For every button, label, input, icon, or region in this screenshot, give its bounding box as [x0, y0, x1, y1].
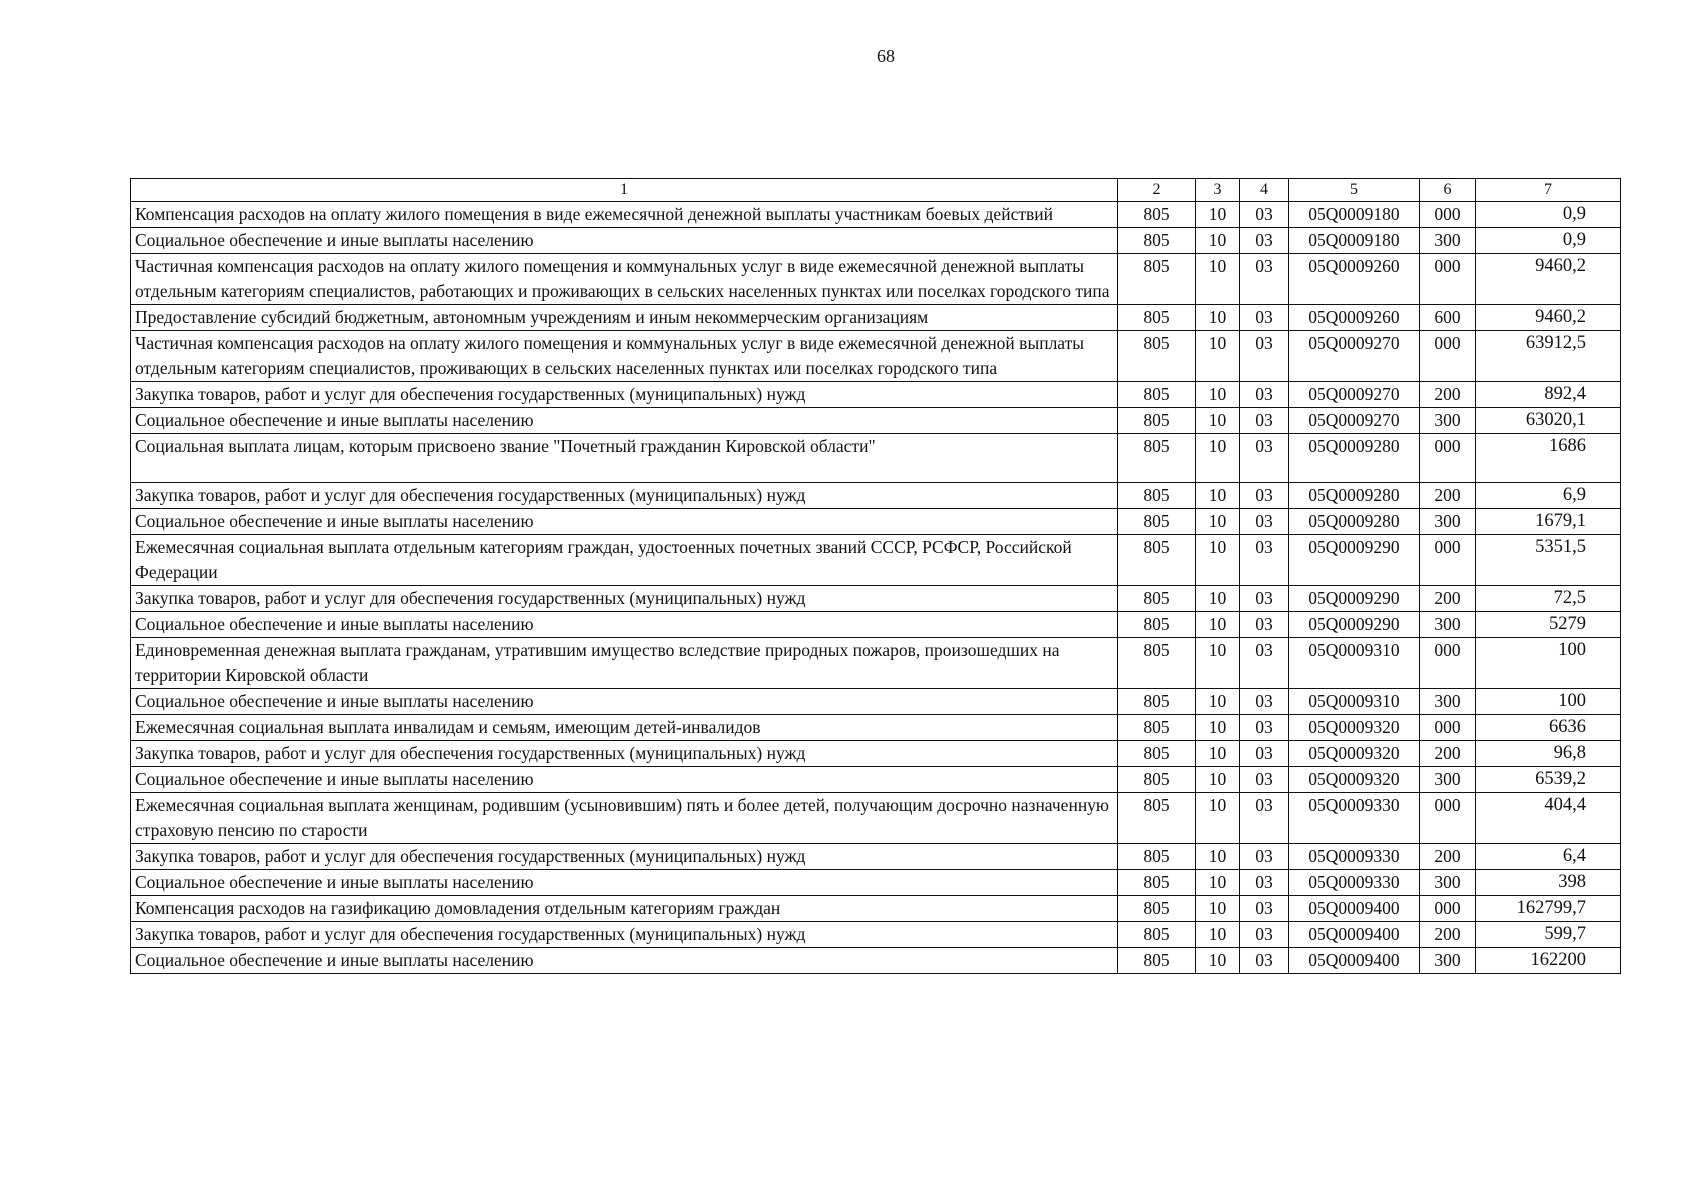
row-code-cell: 805: [1118, 870, 1196, 896]
row-name-cell: Закупка товаров, работ и услуг для обеспечения государственных (муниципальных) нужд: [131, 586, 1118, 612]
row-code-cell: 805: [1118, 767, 1196, 793]
row-name-cell: Компенсация расходов на оплату жилого помещения в виде ежемесячной денежной выплаты участникам боевых действий: [131, 202, 1118, 228]
row-target-article-cell: 05Q0009320: [1289, 715, 1420, 741]
row-code-cell: 805: [1118, 382, 1196, 408]
row-name-cell: Социальное обеспечение и иные выплаты населению: [131, 870, 1118, 896]
row-expense-type-cell: 000: [1420, 638, 1476, 689]
row-section-cell: 10: [1196, 202, 1240, 228]
row-name-cell: Закупка товаров, работ и услуг для обеспечения государственных (муниципальных) нужд: [131, 922, 1118, 948]
row-amount-cell: 6539,2: [1476, 767, 1621, 793]
row-name-cell: Социальное обеспечение и иные выплаты населению: [131, 509, 1118, 535]
row-name-cell: Социальное обеспечение и иные выплаты населению: [131, 228, 1118, 254]
row-section-cell: 10: [1196, 408, 1240, 434]
row-code-cell: 805: [1118, 638, 1196, 689]
row-section-cell: 10: [1196, 948, 1240, 974]
column-header-7: 7: [1476, 179, 1621, 202]
table-body: [131, 202, 1621, 974]
column-header-5: 5: [1289, 179, 1420, 202]
row-expense-type-cell: 000: [1420, 331, 1476, 382]
table-row: [131, 509, 1621, 535]
row-expense-type-cell: 300: [1420, 228, 1476, 254]
row-subsection-cell: 03: [1240, 793, 1289, 844]
row-code-cell: 805: [1118, 305, 1196, 331]
table-row: [131, 741, 1621, 767]
row-section-cell: 10: [1196, 305, 1240, 331]
row-section-cell: 10: [1196, 844, 1240, 870]
table-row: [131, 870, 1621, 896]
table-row: [131, 896, 1621, 922]
row-expense-type-cell: 000: [1420, 535, 1476, 586]
row-subsection-cell: 03: [1240, 331, 1289, 382]
row-expense-type-cell: 300: [1420, 948, 1476, 974]
row-target-article-cell: 05Q0009290: [1289, 586, 1420, 612]
table-row: [131, 715, 1621, 741]
row-target-article-cell: 05Q0009400: [1289, 896, 1420, 922]
row-code-cell: 805: [1118, 896, 1196, 922]
row-subsection-cell: 03: [1240, 638, 1289, 689]
row-subsection-cell: 03: [1240, 434, 1289, 483]
row-name-cell: Социальное обеспечение и иные выплаты населению: [131, 689, 1118, 715]
row-subsection-cell: 03: [1240, 535, 1289, 586]
table-row: [131, 793, 1621, 844]
row-target-article-cell: 05Q0009280: [1289, 483, 1420, 509]
row-amount-cell: 63912,5: [1476, 331, 1621, 382]
row-subsection-cell: 03: [1240, 228, 1289, 254]
row-code-cell: 805: [1118, 202, 1196, 228]
row-section-cell: 10: [1196, 793, 1240, 844]
row-amount-cell: 0,9: [1476, 228, 1621, 254]
row-amount-cell: 100: [1476, 638, 1621, 689]
table-row: [131, 612, 1621, 638]
row-name-cell: Единовременная денежная выплата гражданам, утратившим имущество вследствие природных пожаров, произошедших на территории Кировской области: [131, 638, 1118, 689]
row-code-cell: 805: [1118, 741, 1196, 767]
row-name-cell: Частичная компенсация расходов на оплату жилого помещения и коммунальных услуг в виде ежемесячной денежной выплаты отдельным категориям специалистов, работающих и проживающих в сельских населенных пунктах или поселках городского типа: [131, 254, 1118, 305]
row-section-cell: 10: [1196, 586, 1240, 612]
row-section-cell: 10: [1196, 689, 1240, 715]
column-header-6: 6: [1420, 179, 1476, 202]
row-code-cell: 805: [1118, 254, 1196, 305]
table-row: [131, 254, 1621, 305]
row-amount-cell: 100: [1476, 689, 1621, 715]
row-target-article-cell: 05Q0009280: [1289, 434, 1420, 483]
row-expense-type-cell: 000: [1420, 434, 1476, 483]
row-amount-cell: 599,7: [1476, 922, 1621, 948]
row-name-cell: Закупка товаров, работ и услуг для обеспечения государственных (муниципальных) нужд: [131, 844, 1118, 870]
row-code-cell: 805: [1118, 483, 1196, 509]
row-section-cell: 10: [1196, 767, 1240, 793]
row-code-cell: 805: [1118, 948, 1196, 974]
row-expense-type-cell: 300: [1420, 408, 1476, 434]
row-amount-cell: 404,4: [1476, 793, 1621, 844]
row-section-cell: 10: [1196, 870, 1240, 896]
row-code-cell: 805: [1118, 228, 1196, 254]
row-code-cell: 805: [1118, 509, 1196, 535]
row-amount-cell: 9460,2: [1476, 254, 1621, 305]
row-name-cell: Предоставление субсидий бюджетным, автономным учреждениям и иным некоммерческим организациям: [131, 305, 1118, 331]
row-code-cell: 805: [1118, 922, 1196, 948]
row-target-article-cell: 05Q0009310: [1289, 689, 1420, 715]
row-expense-type-cell: 000: [1420, 715, 1476, 741]
row-target-article-cell: 05Q0009270: [1289, 408, 1420, 434]
budget-table: [130, 178, 1621, 974]
row-section-cell: 10: [1196, 896, 1240, 922]
row-name-cell: Социальное обеспечение и иные выплаты населению: [131, 948, 1118, 974]
row-target-article-cell: 05Q0009260: [1289, 254, 1420, 305]
row-target-article-cell: 05Q0009330: [1289, 844, 1420, 870]
row-name-cell: Социальное обеспечение и иные выплаты населению: [131, 767, 1118, 793]
row-amount-cell: 96,8: [1476, 741, 1621, 767]
row-section-cell: 10: [1196, 483, 1240, 509]
row-amount-cell: 63020,1: [1476, 408, 1621, 434]
row-expense-type-cell: 200: [1420, 382, 1476, 408]
table-row: [131, 767, 1621, 793]
row-target-article-cell: 05Q0009270: [1289, 382, 1420, 408]
table-row: [131, 202, 1621, 228]
row-code-cell: 805: [1118, 535, 1196, 586]
row-section-cell: 10: [1196, 254, 1240, 305]
row-target-article-cell: 05Q0009260: [1289, 305, 1420, 331]
row-section-cell: 10: [1196, 715, 1240, 741]
row-code-cell: 805: [1118, 586, 1196, 612]
row-amount-cell: 72,5: [1476, 586, 1621, 612]
row-subsection-cell: 03: [1240, 870, 1289, 896]
table-row: [131, 434, 1621, 483]
row-subsection-cell: 03: [1240, 715, 1289, 741]
row-amount-cell: 398: [1476, 870, 1621, 896]
row-amount-cell: 162200: [1476, 948, 1621, 974]
row-code-cell: 805: [1118, 434, 1196, 483]
row-name-cell: Социальная выплата лицам, которым присвоено звание "Почетный гражданин Кировской области": [131, 434, 1118, 483]
row-expense-type-cell: 200: [1420, 922, 1476, 948]
row-expense-type-cell: 000: [1420, 793, 1476, 844]
row-expense-type-cell: 200: [1420, 586, 1476, 612]
table-row: [131, 408, 1621, 434]
row-subsection-cell: 03: [1240, 254, 1289, 305]
row-subsection-cell: 03: [1240, 741, 1289, 767]
row-subsection-cell: 03: [1240, 844, 1289, 870]
row-subsection-cell: 03: [1240, 382, 1289, 408]
table-row: [131, 586, 1621, 612]
row-name-cell: Закупка товаров, работ и услуг для обеспечения государственных (муниципальных) нужд: [131, 483, 1118, 509]
row-expense-type-cell: 200: [1420, 741, 1476, 767]
row-amount-cell: 1686: [1476, 434, 1621, 483]
row-subsection-cell: 03: [1240, 305, 1289, 331]
column-header-1: 1: [131, 179, 1118, 202]
row-target-article-cell: 05Q0009180: [1289, 228, 1420, 254]
row-section-cell: 10: [1196, 638, 1240, 689]
row-section-cell: 10: [1196, 612, 1240, 638]
row-target-article-cell: 05Q0009290: [1289, 535, 1420, 586]
row-name-cell: Ежемесячная социальная выплата женщинам, родившим (усыновившим) пять и более детей, получающим досрочно назначенную страховую пенсию по старости: [131, 793, 1118, 844]
row-code-cell: 805: [1118, 408, 1196, 434]
row-subsection-cell: 03: [1240, 922, 1289, 948]
table-row: [131, 228, 1621, 254]
row-code-cell: 805: [1118, 715, 1196, 741]
row-name-cell: Компенсация расходов на газификацию домовладения отдельным категориям граждан: [131, 896, 1118, 922]
row-expense-type-cell: 200: [1420, 844, 1476, 870]
row-name-cell: Социальное обеспечение и иные выплаты населению: [131, 612, 1118, 638]
row-code-cell: 805: [1118, 612, 1196, 638]
row-name-cell: Социальное обеспечение и иные выплаты населению: [131, 408, 1118, 434]
row-target-article-cell: 05Q0009180: [1289, 202, 1420, 228]
row-target-article-cell: 05Q0009330: [1289, 793, 1420, 844]
row-name-cell: Ежемесячная социальная выплата инвалидам и семьям, имеющим детей-инвалидов: [131, 715, 1118, 741]
row-target-article-cell: 05Q0009400: [1289, 922, 1420, 948]
table-row: [131, 305, 1621, 331]
row-expense-type-cell: 300: [1420, 612, 1476, 638]
row-expense-type-cell: 000: [1420, 896, 1476, 922]
row-expense-type-cell: 300: [1420, 509, 1476, 535]
row-name-cell: Частичная компенсация расходов на оплату жилого помещения и коммунальных услуг в виде ежемесячной денежной выплаты отдельным категориям специалистов, проживающих в сельских населенных пунктах или поселках городского типа: [131, 331, 1118, 382]
row-target-article-cell: 05Q0009330: [1289, 870, 1420, 896]
row-section-cell: 10: [1196, 922, 1240, 948]
row-amount-cell: 0,9: [1476, 202, 1621, 228]
table-row: [131, 638, 1621, 689]
row-target-article-cell: 05Q0009310: [1289, 638, 1420, 689]
row-amount-cell: 5279: [1476, 612, 1621, 638]
row-section-cell: 10: [1196, 535, 1240, 586]
row-name-cell: Закупка товаров, работ и услуг для обеспечения государственных (муниципальных) нужд: [131, 382, 1118, 408]
row-subsection-cell: 03: [1240, 483, 1289, 509]
row-amount-cell: 1679,1: [1476, 509, 1621, 535]
row-target-article-cell: 05Q0009290: [1289, 612, 1420, 638]
row-target-article-cell: 05Q0009320: [1289, 741, 1420, 767]
row-section-cell: 10: [1196, 331, 1240, 382]
row-name-cell: Закупка товаров, работ и услуг для обеспечения государственных (муниципальных) нужд: [131, 741, 1118, 767]
row-subsection-cell: 03: [1240, 948, 1289, 974]
row-subsection-cell: 03: [1240, 767, 1289, 793]
page-number: 68: [877, 46, 895, 66]
row-amount-cell: 5351,5: [1476, 535, 1621, 586]
table-row: [131, 689, 1621, 715]
row-amount-cell: 6,9: [1476, 483, 1621, 509]
row-expense-type-cell: 600: [1420, 305, 1476, 331]
table-row: [131, 922, 1621, 948]
row-amount-cell: 162799,7: [1476, 896, 1621, 922]
row-expense-type-cell: 300: [1420, 767, 1476, 793]
table-header-row: [131, 179, 1621, 202]
row-subsection-cell: 03: [1240, 586, 1289, 612]
row-section-cell: 10: [1196, 509, 1240, 535]
table-row: [131, 382, 1621, 408]
row-subsection-cell: 03: [1240, 202, 1289, 228]
row-expense-type-cell: 200: [1420, 483, 1476, 509]
row-amount-cell: 6636: [1476, 715, 1621, 741]
row-subsection-cell: 03: [1240, 612, 1289, 638]
row-section-cell: 10: [1196, 228, 1240, 254]
row-target-article-cell: 05Q0009270: [1289, 331, 1420, 382]
row-target-article-cell: 05Q0009400: [1289, 948, 1420, 974]
table-row: [131, 483, 1621, 509]
table-row: [131, 331, 1621, 382]
row-subsection-cell: 03: [1240, 408, 1289, 434]
row-expense-type-cell: 300: [1420, 870, 1476, 896]
column-header-4: 4: [1240, 179, 1289, 202]
row-expense-type-cell: 000: [1420, 202, 1476, 228]
row-subsection-cell: 03: [1240, 896, 1289, 922]
row-expense-type-cell: 000: [1420, 254, 1476, 305]
row-name-cell: Ежемесячная социальная выплата отдельным категориям граждан, удостоенных почетных званий СССР, РСФСР, Российской Федерации: [131, 535, 1118, 586]
row-code-cell: 805: [1118, 331, 1196, 382]
table-row: [131, 535, 1621, 586]
column-header-2: 2: [1118, 179, 1196, 202]
row-subsection-cell: 03: [1240, 689, 1289, 715]
row-amount-cell: 892,4: [1476, 382, 1621, 408]
row-target-article-cell: 05Q0009280: [1289, 509, 1420, 535]
row-expense-type-cell: 300: [1420, 689, 1476, 715]
row-code-cell: 805: [1118, 844, 1196, 870]
row-section-cell: 10: [1196, 434, 1240, 483]
row-target-article-cell: 05Q0009320: [1289, 767, 1420, 793]
row-section-cell: 10: [1196, 382, 1240, 408]
row-amount-cell: 9460,2: [1476, 305, 1621, 331]
table-row: [131, 948, 1621, 974]
row-code-cell: 805: [1118, 689, 1196, 715]
table-row: [131, 844, 1621, 870]
row-amount-cell: 6,4: [1476, 844, 1621, 870]
row-code-cell: 805: [1118, 793, 1196, 844]
row-subsection-cell: 03: [1240, 509, 1289, 535]
column-header-3: 3: [1196, 179, 1240, 202]
row-section-cell: 10: [1196, 741, 1240, 767]
